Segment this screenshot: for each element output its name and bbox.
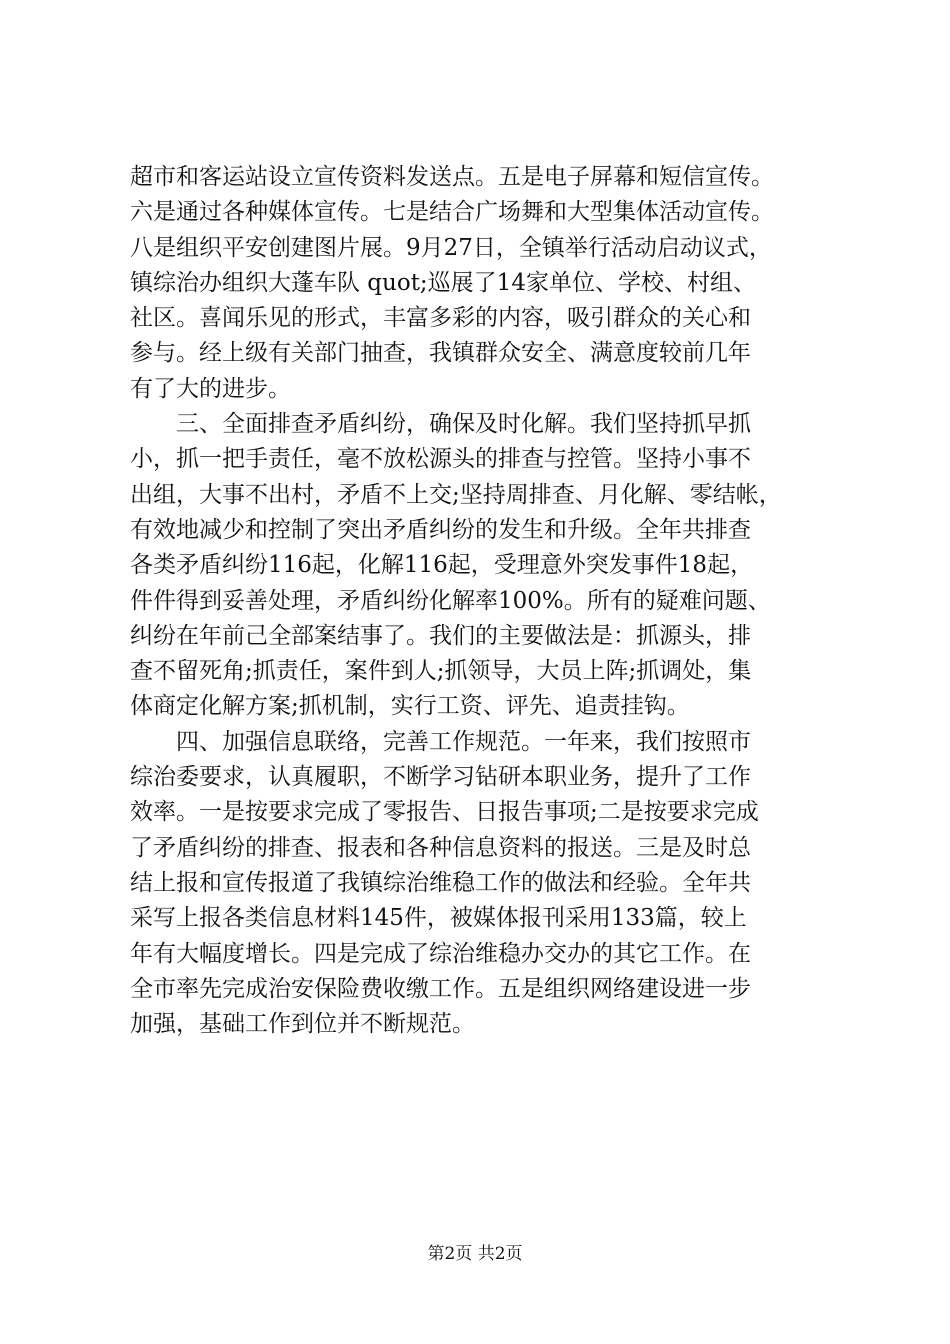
document-body (130, 160, 830, 1042)
text-line: 综治委要求，认真履职，不断学习钻研本职业务，提升了工作 (130, 764, 751, 791)
text-line: 体商定化解方案;抓机制，实行工资、评先、追责挂钩。 (130, 693, 690, 720)
text-line: 超市和客运站设立宣传资料发送点。五是电子屏幕和短信宣传。 (130, 164, 774, 190)
text-line: 各类矛盾纠纷116起，化解116起，受理意外突发事件18起， (130, 552, 754, 579)
text-line: 六是通过各种媒体宣传。七是结合广场舞和大型集体活动宣传。 (130, 199, 774, 226)
text-line: 了矛盾纠纷的排查、报表和各种信息资料的报送。三是及时总 (130, 834, 751, 861)
text-line: 有了大的进步。 (130, 375, 291, 402)
text-line: 有效地减少和控制了突出矛盾纠纷的发生和升级。全年共排查 (130, 516, 751, 543)
text-line: 全市率先完成治安保险费收缴工作。五是组织网络建设进一步 (130, 975, 751, 1002)
text-line: 纠纷在年前己全部案结事了。我们的主要做法是：抓源头，排 (130, 622, 751, 649)
text-line: 效率。一是按要求完成了零报告、日报告事项;二是按要求完成 (130, 799, 759, 826)
text-line: 采写上报各类信息材料145件，被媒体报刊采用133篇，较上 (130, 905, 747, 932)
text-line: 查不留死角;抓责任，案件到人;抓领导，大员上阵;抓调处，集 (130, 658, 752, 685)
text-line: 加强，基础工作到位并不断规范。 (130, 1011, 475, 1038)
text-line: 件件得到妥善处理，矛盾纠纷化解率100%。所有的疑难问题、 (130, 587, 771, 614)
text-line: 社区。喜闻乐见的形式，丰富多彩的内容，吸引群众的关心和 (130, 305, 751, 332)
text-line: 参与。经上级有关部门抽查，我镇群众安全、满意度较前几年 (130, 340, 751, 367)
text-line: 年有大幅度增长。四是完成了综治维稳办交办的其它工作。在 (130, 940, 751, 967)
text-line: 八是组织平安创建图片展。9月27日，全镇举行活动启动议式， (130, 234, 772, 261)
text-line: 出组，大事不出村，矛盾不上交;坚持周排查、月化解、零结帐， (130, 481, 782, 508)
text-line: 三、全面排查矛盾纠纷，确保及时化解。我们坚持抓早抓 (130, 411, 751, 438)
text-line: 小，抓一把手责任，毫不放松源头的排查与控管。坚持小事不 (130, 446, 751, 473)
page-number-footer: 第2页 共2页 (427, 1244, 523, 1264)
text-line: 四、加强信息联络，完善工作规范。一年来，我们按照市 (130, 728, 751, 755)
text-line: 结上报和宣传报道了我镇综治维稳工作的做法和经验。全年共 (130, 869, 751, 896)
text-line: 镇综治办组织大蓬车队 quot;巡展了14家单位、学校、村组、 (130, 269, 756, 296)
